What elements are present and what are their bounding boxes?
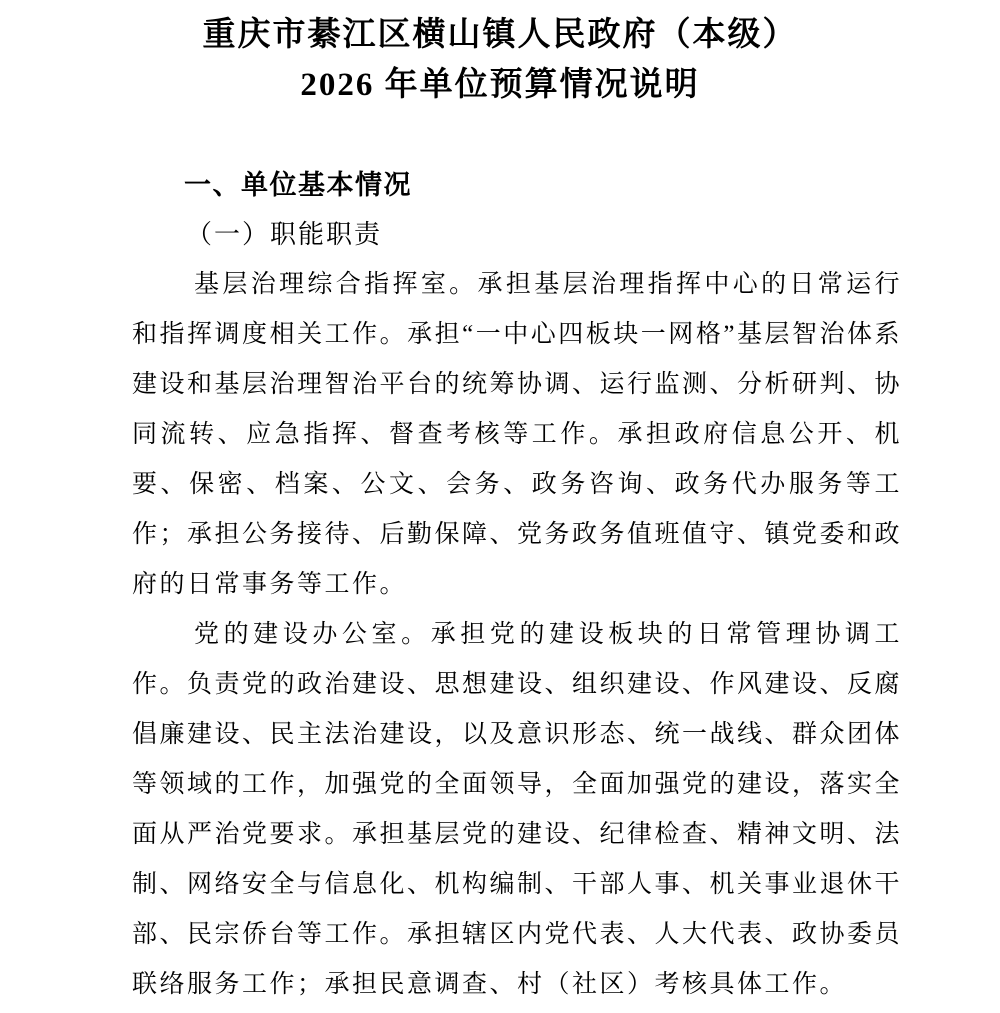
document-title-line-2: 2026 年单位预算情况说明	[300, 67, 700, 103]
document-body	[132, 160, 902, 1010]
document-title-line-1: 重庆市綦江区横山镇人民政府（本级）	[202, 17, 798, 53]
paragraph-party-building-office: 党的建设办公室。承担党的建设板块的日常管理协调工作。负责党的政治建设、思想建设、组织建设、作风建设、反腐倡廉建设、民主法治建设，以及意识形态、统一战线、群众团体等领域的工作，加强党的全面领导，全面加强党的建设，落实全面从严治党要求。承担基层党的建设、纪律检查、精神文明、法制、网络安全与信息化、机构编制、干部人事、机关事业退休干部、民宗侨台等工作。承担辖区内党代表、人大代表、政协委员联络服务工作；承担民意调查、村（社区）考核具体工作。	[132, 621, 903, 998]
document-title	[0, 0, 1000, 110]
subsection-heading-duties: （一）职能职责	[186, 220, 383, 249]
section-heading-basic-info: 一、单位基本情况	[184, 170, 412, 200]
paragraph-governance-command-office: 基层治理综合指挥室。承担基层治理指挥中心的日常运行和指挥调度相关工作。承担“一中心四板块一网格”基层智治体系建设和基层治理智治平台的统筹协调、运行监测、分析研判、协同流转、应急指挥、督查考核等工作。承担政府信息公开、机要、保密、档案、公文、会务、政务咨询、政务代办服务等工作；承担公务接待、后勤保障、党务政务值班值守、镇党委和政府的日常事务等工作。	[132, 271, 903, 598]
